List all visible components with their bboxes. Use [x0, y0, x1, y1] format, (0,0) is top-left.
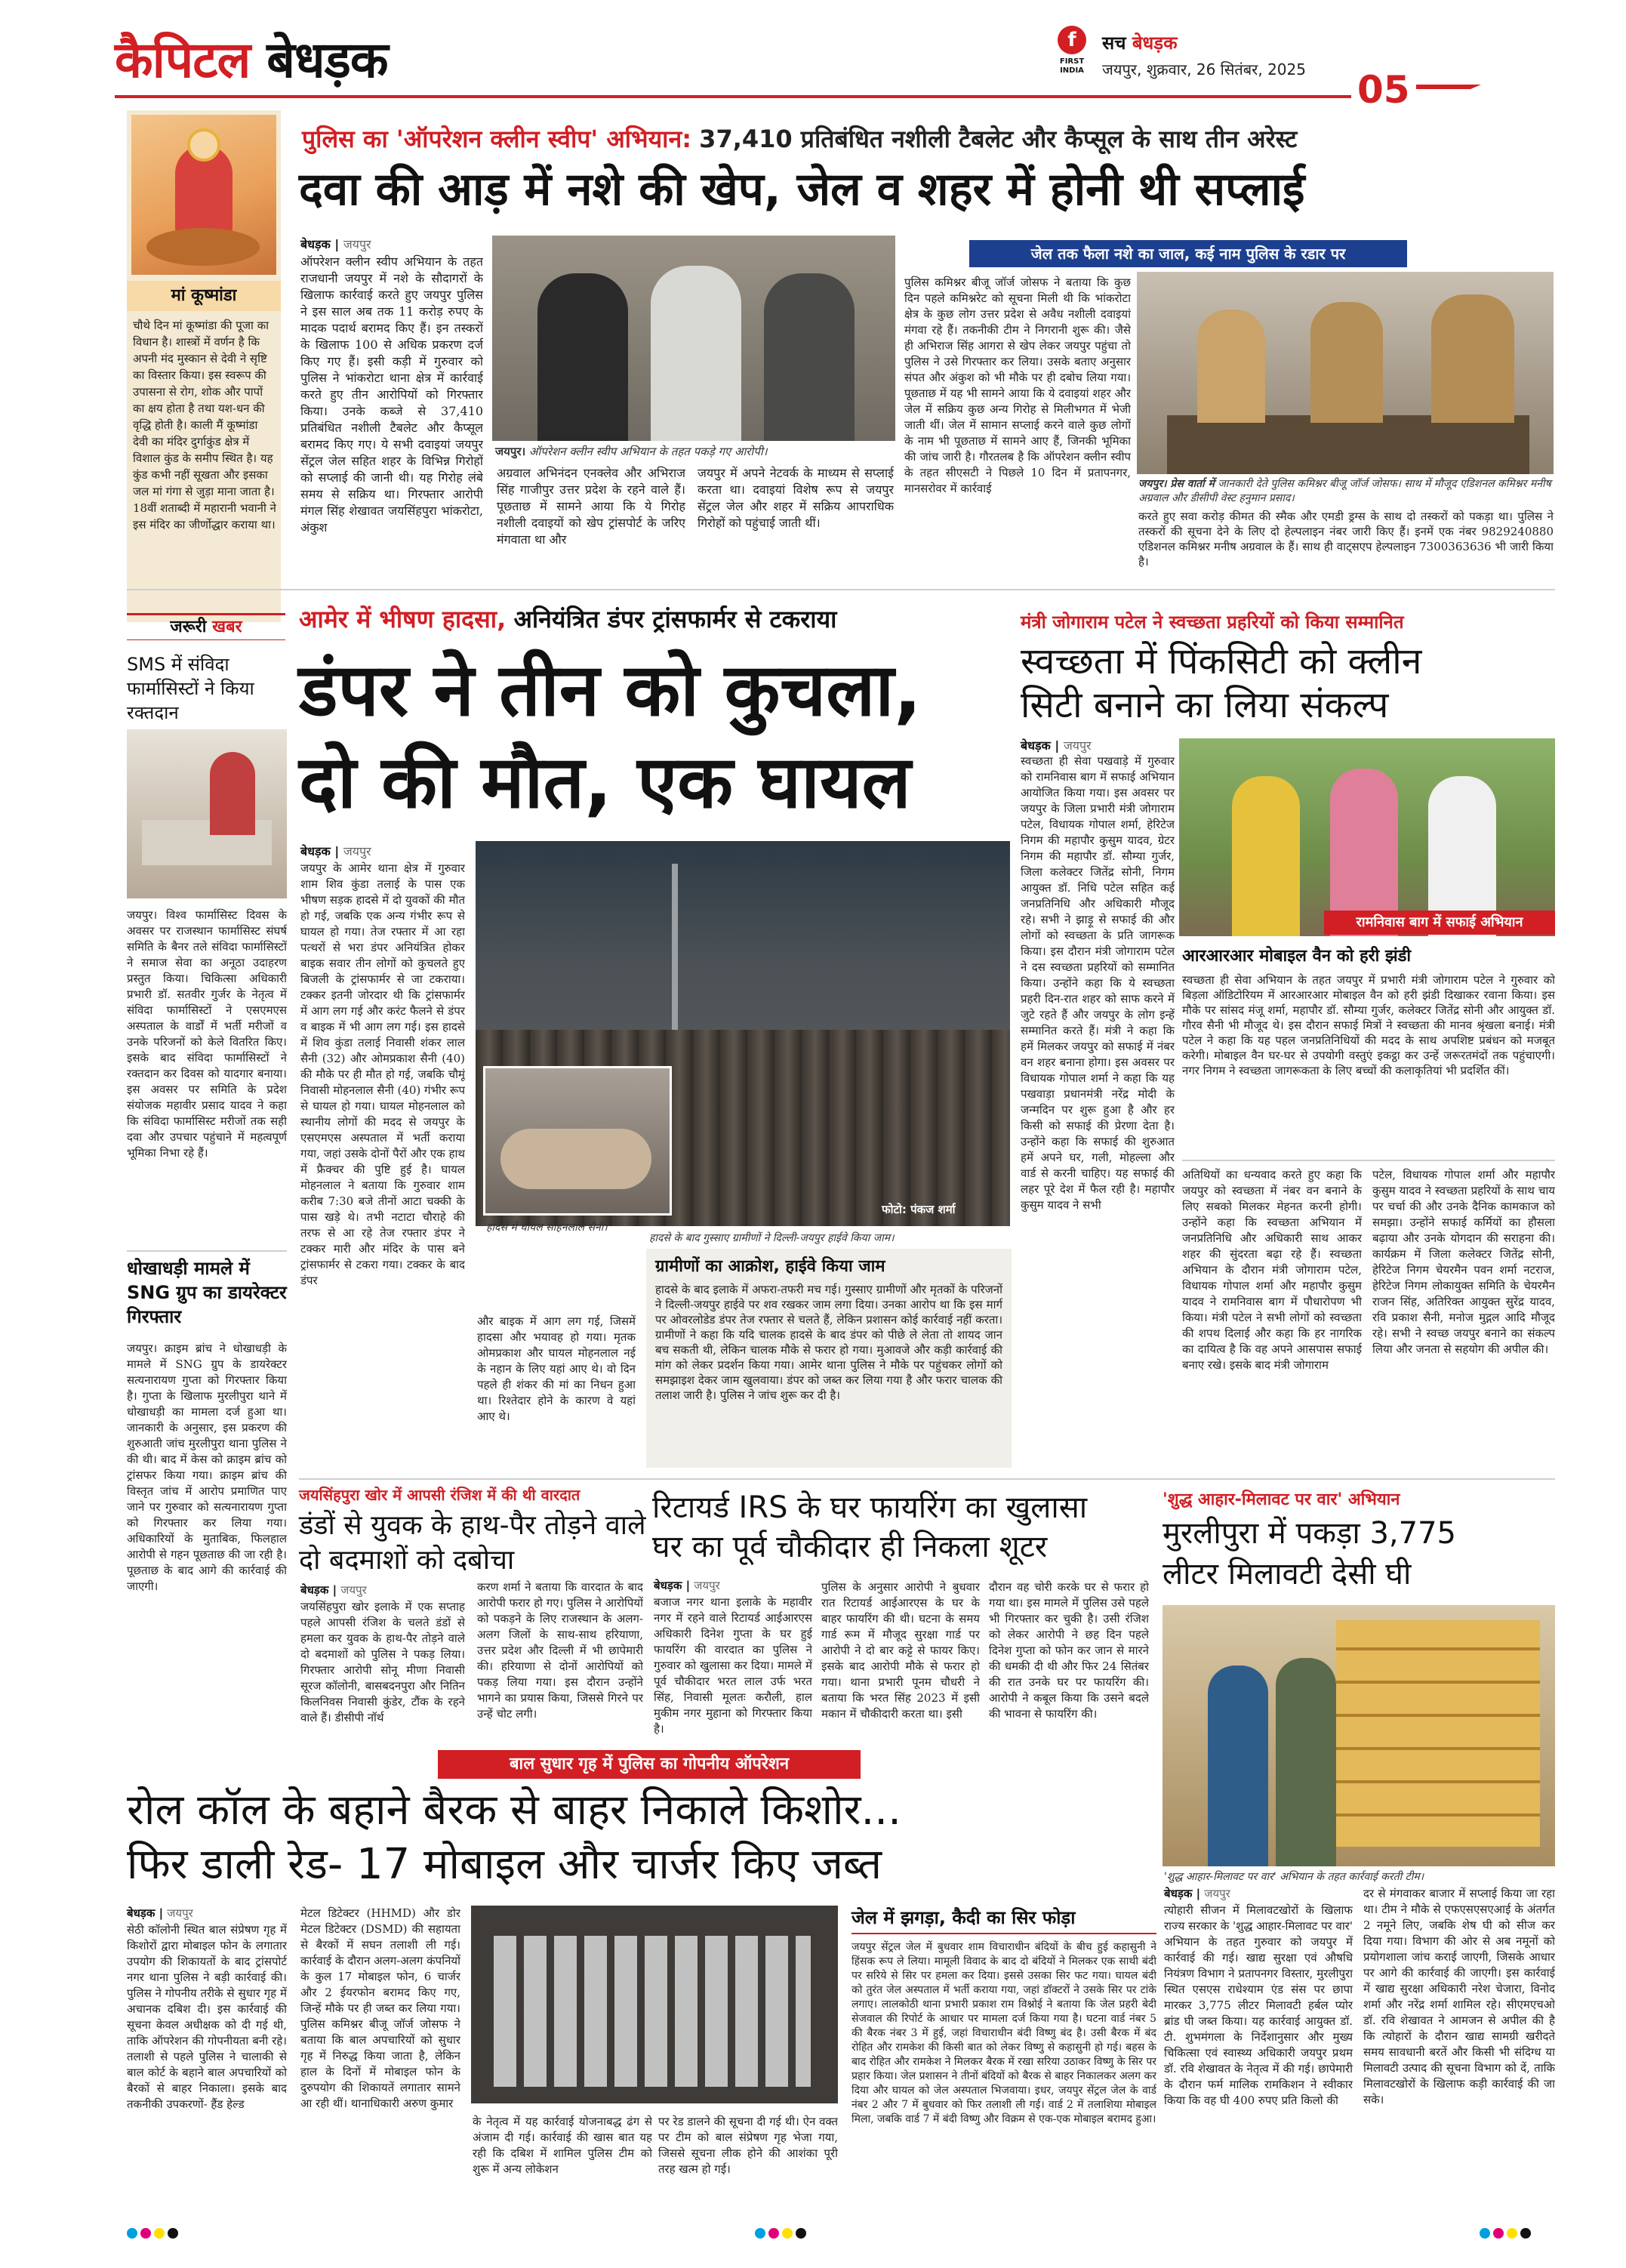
story1-photo-caption: [495, 444, 895, 459]
story2-col2: और बाइक में आग लग गई, जिसमें हादसा और भयावह हो गया। मृतक ओमप्रकाश और घायल मोहनलाल नई के नहान के लिए यहां आए थे। वो दिन पहले ही शंकर की मां का निधन हुआ था। रिश्तेदार होने के कारण वे यहां आए थे।: [477, 1314, 636, 1423]
donor-figure: [210, 752, 255, 835]
street-light-pole: [672, 864, 678, 1030]
story5-headline-l2: घर का पूर्व चौकीदार ही निकला शूटर: [652, 1530, 1048, 1564]
story2-photo-caption: हादसे के बाद गुस्साए ग्रामीणों ने दिल्ली-जयपुर हाईवे किया जाम।: [649, 1232, 895, 1244]
story4-kicker: जयसिंहपुरा खोर में आपसी रंजिश में की थी वारदात: [299, 1486, 580, 1504]
pen-nib-icon: [1416, 85, 1481, 94]
story7-col1: सेठी कॉलोनी स्थित बाल संप्रेषण गृह में किशोरों द्वारा मोबाइल फोन के लगातार उपयोग की शिकायतों के बाद ट्रांसपोर्ट नगर थाना पुलिस ने बड़ी कार्रवाई की। पुलिस ने गोपनीय तरीके से सुधार गृह में अचानक दबिश दी। इस कार्रवाई की सूचना केवल अधीक्षक को दी गई थी, ताकि ऑपरेशन की गोपनीयता बनी रहे। तलाशी से पहले पुलिस ने चालाकी से बाल कोर्ट के बहाने बाल अपचारियों को बैरकों से बाहर निकाला। इसके बाद तकनीकी उपकरणों- हैंड हेल्ड: [127, 1923, 287, 2111]
story5-byline-name: बेधड़क: [654, 1579, 682, 1592]
jaruri-title2: धोखाधड़ी मामले में SNG ग्रुप का डायरेक्टर गिरफ्तार: [127, 1258, 287, 1327]
story2-kicker-red: आमेर में भीषण हादसा,: [299, 605, 507, 633]
story3-col2: अतिथियों का धन्यवाद करते हुए कहा कि जयपुर को स्वच्छता में नंबर वन बनाने के लिए सबको मिलकर मेहनत करनी होगी। उन्होंने कहा कि स्वच्छता अभियान में जनप्रतिनिधि और अधिकारी साथ आकर शहर की सुंदरता बढ़ा रहे हैं। स्वच्छता अभियान के दौरान मंत्री जोगाराम पटेल, विधायक गोपाल शर्मा और महापौर कुसुम यादव ने रामनिवास बाग में पौधारोपण भी किया। मंत्री पटेल ने सभी लोगों को स्वच्छता की शपथ दिलाई और कहा कि हर नागरिक का दायित्व है कि वह अपने आसपास सफाई बनाए रखे। इसके बाद मंत्री जोगाराम: [1182, 1168, 1362, 1372]
story1-side-text: पुलिस कमिश्नर बीजू जॉर्ज जोसफ ने बताया कि कुछ दिन पहले कमिश्नरेट को सूचना मिली थी कि भांकरोटा क्षेत्र के कुछ लोग उत्तर प्रदेश से अवैध नशीली दवाइयां मंगवा रहे हैं। तकनीकी टीम ने निगरानी शुरू की। जैसे ही अभिराज सिंह आगरा से खेप लेकर जयपुर पहुंचा तो पुलिस ने उसे गिरफ्तार कर लिया। उसके बताए अनुसार संपत और अंकुश को भी मौके पर ही दबोच लिया गया। पूछताछ में यह भी सामने आया कि ये दवाइयां शहर और जेल में सक्रिय कुछ अन्य गिरोह से मिलीभगत में भेजी जाती थीं। जेल में सामान सप्लाई करने वाले कुछ लोगों के नाम भी पूछताछ में सामने आए हैं, जिनकी भूमिका की जांच जारी है। गौरतलब है कि ऑपरेशन क्लीन स्वीप के तहत सीएसटी ने पिछले 10 दिन में प्रतापनगर, मानसरोवर में कार्रवाई: [904, 276, 1131, 495]
story1-kicker-red: पुलिस का 'ऑपरेशन क्लीन स्वीप' अभियान:: [302, 125, 691, 153]
story1-headline: दवा की आड़ में नशे की खेप, जेल व शहर में होनी थी सप्लाई: [299, 163, 1305, 216]
registration-dots-left: [127, 2227, 202, 2242]
jaruri-text: जयपुर। विश्व फार्मासिस्ट दिवस के अवसर पर राजस्थान फार्मासिस्ट संघर्ष समिति के बैनर तले संविदा फार्मासिस्टों ने समाज सेवा का अनूठा उदाहरण प्रस्तुत किया। चिकित्सा अधिकारी प्रभारी डॉ. सतवीर गुर्जर के नेतृत्व में संविदा फार्मासिस्टों ने एसएमएस अस्पताल के वार्डों में भर्ती मरीजों व उनके परिजनों को केले वितरित किए। इसके बाद संविदा फार्मासिस्टों ने रक्तदान कर दिवस को यादगार बनाया। इस अवसर पर समिति के प्रदेश संयोजक महावीर प्रसाद यादव ने कहा कि संविदा फार्मासिस्ट मरीजों तक सही दवा और उपचार पहुंचाने में महत्वपूर्ण भूमिका निभा रहे हैं।: [127, 908, 287, 1160]
story6-headline-l2: लीटर मिलावटी देसी घी: [1163, 1557, 1412, 1592]
devi-text: चौथे दिन मां कूष्मांडा की पूजा का विधान है। शास्त्रों में वर्णन है कि अपनी मंद मुस्कान से देवी ने सृष्टि का विस्तार किया। इस स्वरूप की उपासना से रोग, शोक और पापों का क्षय होता है तथा यश-धन की वृद्धि होती है। काली मैं कूष्मांडा देवी का मंदिर दुर्गाकुंड क्षेत्र में विशाल कुंड के समीप स्थित है। यह कुंड कभी नहीं सूखता और इसका जल मां गंगा से जुड़ा माना जाता है। 18वीं शताब्दी में महारानी भवानी ने इस मंदिर का जीर्णोद्धार कराया था।: [133, 319, 276, 532]
story1-col2: अग्रवाल अभिनंदन एनक्लेव और अभिराज सिंह गाजीपुर उत्तर प्रदेश के रहने वाले हैं। पूछताछ में सामने आया कि ये गिरोह नशीली दवाइयों को खेप ट्रांसपोर्ट के जरिए मंगवाता था और: [497, 466, 685, 547]
story7-byline-name: बेधड़क: [127, 1906, 156, 1920]
section-title-red: कैपिटल: [115, 31, 251, 89]
accused-1-figure: [537, 273, 628, 441]
story2-photo-credit: फोटो: पंकज शर्मा: [882, 1203, 956, 1216]
story1-side-text2: करते हुए सवा करोड़ कीमत की स्मैक और एमडी ड्रग्स के साथ दो तस्करों को पकड़ा था। पुलिस ने तस्करों की सूचना देने के लिए दो हेल्पलाइन नंबर जारी किए हैं। इनमें एक नंबर 9829240880 एडिशनल कमिश्नर मनीष अग्रवाल के हैं। साथ ही वाट्सएप हेल्पलाइन 7300363636 भी जारी किया है।: [1138, 510, 1554, 569]
jaruri-text2: जयपुर। क्राइम ब्रांच ने धोखाधड़ी के मामले में SNG ग्रुप के डायरेक्टर सत्यनारायण गुप्ता को गिरफ्तार किया है। गुप्ता के खिलाफ मुरलीपुरा थाने में धोखाधड़ी का मामला दर्ज हुआ था। जानकारी के अनुसार, इस प्रकरण की शुरुआती जांच मुरलीपुरा थाना पुलिस ने की थी। बाद में केस को क्राइम ब्रांच को ट्रांसफर किया गया। क्राइम ब्रांच की विस्तृत जांच में आरोप प्रमाणित पाए जाने पर गुरुवार को सत्यनारायण गुप्ता को गिरफ्तार कर लिया गया। अधिकारियों के मुताबिक, फिलहाल आरोपी से गहन पूछताछ की जा रही है। पूछताछ के बाद आगे की कार्रवाई की जाएगी।: [127, 1342, 287, 1593]
page-number: 05: [1357, 68, 1410, 112]
goddess-face-icon: [187, 128, 220, 162]
story2-byline-name: बेधड़क: [300, 844, 331, 858]
story2-kicker: [299, 604, 1001, 634]
story7-byline-city: जयपुर: [167, 1906, 193, 1920]
jaruri-label-red: खबर: [212, 618, 242, 636]
story1-photo-caption-text: ऑपरेशन क्लीन स्वीप अभियान के तहत पकड़े गए आरोपी।: [528, 445, 768, 458]
story1-side-caption: [1138, 477, 1554, 506]
press-table: [1167, 415, 1529, 474]
story2-sub-text: हादसे के बाद इलाके में अफरा-तफरी मच गई। गुस्साए ग्रामीणों और मृतकों के परिजनों ने दिल्ली-जयपुर हाईवे पर शव रखकर जाम लगा दिया। उनका आरोप था कि इस मार्ग पर ओवरलोडेड डंपर तेज रफ्तार से चलते हैं, लेकिन प्रशासन कोई कार्रवाई नहीं करता। ग्रामीणों ने कहा कि यदि चालक हादसे के बाद डंपर को पीछे ले लेता तो शायद जान बच सकती थी, लेकिन चालक मौके से फरार हो गया। मुआवजे और कड़ी कार्रवाई की मांग को लेकर प्रदर्शन किया गया। आमेर थाना पुलिस ने मौके पर पहुंचकर लोगों को समझाइश देकर जाम खुलवाया। डंपर को जब्त कर लिया गया है और फरार चालक की तलाश जारी है। पुलिस ने जांच शुरू कर दी है।: [655, 1283, 1002, 1402]
registration-dots-center: [755, 2227, 830, 2242]
tagline-red: बेधड़क: [1132, 32, 1178, 54]
tagline-prefix: सच: [1102, 32, 1126, 54]
brand-logo-icon: f: [1058, 26, 1086, 54]
story2-headline-l1: डंपर ने तीन को कुचला,: [299, 648, 922, 732]
dateline: जयपुर, शुक्रवार, 26 सितंबर, 2025: [1102, 60, 1306, 79]
story7-side-box: [851, 1906, 1156, 2208]
jaruri-label: [127, 613, 285, 640]
story3-photo-caption: रामनिवास बाग में सफाई अभियान: [1356, 914, 1523, 930]
lion-icon: [146, 228, 260, 266]
brand-logo: [1052, 26, 1092, 89]
volunteer-1-figure: [1232, 776, 1300, 936]
story6-col2: दर से मंगवाकर बाजार में सप्लाई किया जा रहा था। टीम ने मौके से एफएसएसएआई के अंतर्गत 2 नमूने लिए, जबकि शेष घी को सीज कर दिया गया। विभाग की ओर से अब नमूनों को प्रयोगशाला जांच कराई जाएगी, जिसके आधार पर आगे की कार्रवाई की जाएगी। इस कार्रवाई में खाद्य सुरक्षा अधिकारी नरेश चेजारा, विनोद शर्मा और नरेंद्र शर्मा शामिल रहे। सीएमएचओ डॉ. रवि शेखावत ने आमजन से अपील की है कि त्योहारों के दौरान खाद्य सामग्री खरीदते समय सावधानी बरतें और किसी भी संदिग्ध या मिलावटी उत्पाद की सूचना विभाग को दें, ताकि मिलावटखोरों के खिलाफ कड़ी कार्रवाई की जा सके।: [1363, 1887, 1555, 2106]
story3-byline: बेधड़क | जयपुर: [1021, 738, 1092, 753]
story2-headline-l2: दो की मौत, एक घायल: [299, 740, 911, 824]
registration-dots-right: [1480, 2227, 1555, 2242]
story2-inset-caption: हादसे में घायल सोहनलाल सैनी।: [486, 1222, 608, 1234]
story7-headline-l2: फिर डाली रेड- 17 मोबाइल और चार्जर किए जब्त: [127, 1840, 882, 1889]
jaruri-title: SMS में संविदा फार्मासिस्टों ने किया रक्तदान: [127, 654, 254, 723]
story7-col2: मेटल डिटेक्टर (HHMD) और डोर मेटल डिटेक्टर (DSMD) की सहायता से बैरकों में सघन तलाशी ली गई। कार्रवाई के दौरान अलग-अलग कंपनियों के कुल 17 मोबाइल फोन, 6 चार्जर और 2 ईयरफोन बरामद किए गए, जिन्हें मौके पर ही जब्त कर लिया गया। पुलिस कमिश्नर बीजू जॉर्ज जोसफ ने बताया कि बाल अपचारियों को सुधार गृह में निरुद्ध किया जाता है, लेकिन हाल के दिनों में मोबाइल फोन के दुरुपयोग की शिकायतें लगातार सामने आ रही थीं। थानाधिकारी अरुण कुमार: [300, 1906, 460, 2110]
story1-photo: [492, 236, 895, 441]
story6-kicker: 'शुद्ध आहार-मिलावट पर वार' अभियान: [1163, 1490, 1400, 1509]
story3-byline-city: जयपुर: [1063, 738, 1092, 753]
story2-kicker-black: अनियंत्रित डंपर ट्रांसफार्मर से टकराया: [513, 605, 837, 633]
story3-col3: पटेल, विधायक गोपाल शर्मा और महापौर कुसुम यादव ने स्वच्छता प्रहरियों के साथ चाय पर चर्चा की और उनके दैनिक कामकाज को समझा। उन्होंने सफाई कर्मियों का हौसला बढ़ाया और उनके योगदान की सराहना की। कार्यक्रम में जिला कलेक्टर जितेंद्र सोनी, हेरिटेज निगम चेयरमैन पवन शर्मा नटराज, हेरिटेज निगम लोकायुक्त समिति के चेयरमैन राजन सिंह, अतिरिक्त आयुक्त सुरेंद्र यादव, रवि प्रकाश सैनी, मनोज मुद्गल आदि मौजूद रहे। सभी ने स्वच्छ जयपुर बनाने का संकल्प लिया और जनता से सहयोग की अपील की।: [1372, 1168, 1555, 1356]
devi-sidebar: [127, 110, 281, 622]
story3-kicker: मंत्री जोगाराम पटेल ने स्वच्छता प्रहरियों को किया सम्मानित: [1021, 612, 1404, 633]
story4-col2: करण शर्मा ने बताया कि वारदात के बाद आरोपी फरार हो गए। पुलिस ने आरोपियों को पकड़ने के लिए राजस्थान के अलग-अलग जिलों के साथ-साथ हरियाणा, उत्तर प्रदेश और दिल्ली में भी छापेमारी की। हरियाणा से दोनों आरोपियों को पकड़ लिया गया। इस दौरान उन्होंने भागने का प्रयास किया, जिससे गिरने पर उन्हें चोट लगी।: [477, 1580, 643, 1721]
story2-sub-box: [646, 1249, 1012, 1468]
story3-sub-text: स्वच्छता ही सेवा अभियान के तहत जयपुर में प्रभारी मंत्री जोगाराम पटेल ने गुरुवार को बिड़ला ऑडिटोरियम में आरआरआर मोबाइल वैन को हरी झंडी दिखाकर रवाना किया। इस मौके पर सांसद मंजू शर्मा, महापौर डॉ. सौम्या गुर्जर, कलेक्टर जितेंद्र सोनी और आयुक्त डॉ. गौरव सैनी भी मौजूद थे। इस दौरान सफाई मित्रों ने स्वच्छता की मानव श्रृंखला बनाई। मंत्री पटेल ने कहा कि यह पहल जनप्रतिनिधियों की मदद के साथ अपशिष्ट प्रबंधन को मजबूत करेगी। मोबाइल वैन घर-घर से उपयोगी वस्तुएं इकट्ठा कर उन्हें जरूरतमंदों तक पहुंचाएगी। नगर निगम ने स्वच्छता जागरूकता के लिए बच्चों की कलाकृतियां भी प्रदर्शित कीं।: [1182, 973, 1555, 1077]
story1-byline: बेधड़क | जयपुर: [300, 237, 371, 251]
story4-col1: जयसिंहपुरा खोर इलाके में एक सप्ताह पहले आपसी रंजिश के चलते डंडों से हमला कर युवक के हाथ-पैर तोड़ने वाले दो बदमाशों को पुलिस ने पकड़ लिया। गिरफ्तार आरोपी सोनू मीणा निवासी सूरज कॉलोनी, बासबदनपुरा और नितिन किलनिवस निवासी कुंडेर, टौंक के रहने वाले हैं। डीसीपी नॉर्थ: [300, 1600, 465, 1724]
story7-headline-l1: रोल कॉल के बहाने बैरक से बाहर निकाले किशोर...: [127, 1786, 901, 1835]
story5-col3: दौरान वह चोरी करके घर से फरार हो गया था। इस मामले में पुलिस उसे पहले भी गिरफ्तार कर चुकी है। उसी रंजिश को लेकर आरोपी ने छह दिन पहले दिनेश गुप्ता को फोन कर जान से मारने की धमकी दी थी और फिर 24 सितंबर की रात उनके घर पर फायरिंग की। आरोपी ने कबूल किया कि उसने बदले की भावना से फायरिंग की।: [989, 1580, 1149, 1721]
accused-2-figure: [651, 266, 741, 441]
story6-byline-name: बेधड़क: [1164, 1887, 1193, 1900]
story7-side-title: जेल में झगड़ा, कैदी का सिर फोड़ा: [851, 1906, 1156, 1934]
story7-col3: के नेतृत्व में यह कार्रवाई योजनाबद्ध ढंग से अंजाम दी गई। कार्रवाई की खास बात यह रही कि दबिश में शामिल पुलिस टीम को शुरू में अन्य लोकेशन: [473, 2115, 652, 2176]
section-title-black: बेधड़क: [266, 31, 388, 89]
story4-byline-name: बेधड़क: [300, 1583, 329, 1597]
officer-3-figure: [1431, 294, 1514, 423]
story3-photo: [1179, 738, 1555, 936]
story5-byline-city: जयपुर: [694, 1579, 720, 1592]
officer-1-figure: [1197, 310, 1265, 423]
story2-col1: जयपुर के आमेर थाना क्षेत्र में गुरुवार शाम शिव कुंडा तलाई के पास एक भीषण सड़क हादसे में दो युवकों की मौत हो गई, जबकि एक अन्य गंभीर रूप से घायल हो गया। तेज रफ्तार में आ रहा पत्थरों से भरा डंपर अनियंत्रित होकर बाइक सवार तीन लोगों को कुचलते हुए बिजली के ट्रांसफार्मर से जा टकराया। टक्कर इतनी जोरदार थी कि ट्रांसफार्मर में आग लग गई और करंट फैलने से डंपर व बाइक में भी आग लग गई। इस हादसे में शिव कुंडा तलाई निवासी शंकर लाल सैनी (32) और ओमप्रकाश सैनी (40) की मौके पर ही मौत हो गई, जबकि चौमूं निवासी मोहनलाल सैनी (40) गंभीर रूप से घायल हो गया। घायल मोहनलाल को स्थानीय लोगों की मदद से जयपुर के एसएमएस अस्पताल में भर्ती कराया गया, जहां उसके दोनों पैरों और एक हाथ में फ्रैक्चर की पुष्टि हुई है। घायल मोहनलाल ने बताया कि गुरुवार शाम करीब 7:30 बजे तीनों आटा चक्की के पास खड़े थे। तभी नटाटा चौराहे की तरफ से आ रहे तेज रफ्तार डंपर ने टक्कर मारी और मंदिर के पास बने ट्रांसफार्मर से टकरा गया। टक्कर के बाद डंपर: [300, 861, 465, 1287]
story6-photo-caption: 'शुद्ध आहार-मिलावट पर वार' अभियान के तहत कार्रवाई करती टीम।: [1164, 1871, 1424, 1883]
divider-mid: [299, 1478, 1555, 1480]
story1-col1: ऑपरेशन क्लीन स्वीप अभियान के तहत राजधानी जयपुर में नशे के सौदागरों के खिलाफ कार्रवाई करते हुए जयपुर पुलिस ने इस साल अब तक 11 करोड़ रुपए के मादक पदार्थ बरामद किए हैं। इन तस्करों के खिलाफ 100 से अधिक प्रकरण दर्ज किए गए हैं। इसी कड़ी में गुरुवार को पुलिस ने भांकरोटा थाना क्षेत्र में कार्रवाई करते हुए तीन आरोपियों को गिरफ्तार किया। उनके कब्जे से 37,410 प्रतिबंधित नशीली टैबलेट और कैप्सूल बरामद किए गए। ये सभी दवाइयां जयपुर सेंट्रल जेल सहित शहर के विभिन्न गिरोहों को सप्लाई की जानी थी। यह गिरोह लंबे समय से सक्रिय था। गिरफ्तार आरोपी मंगल सिंह शेखावत जयसिंहपुरा भांकरोटा, अंकुश: [300, 254, 483, 535]
officer-2-figure: [1310, 302, 1383, 423]
story7-byline: बेधड़क | जयपुर: [127, 1906, 193, 1920]
inspector-2-figure: [1276, 1658, 1336, 1866]
inspector-1-figure: [1208, 1666, 1268, 1866]
story6-byline: बेधड़क | जयपुर: [1164, 1887, 1230, 1900]
story6-col1: त्योहारी सीजन में मिलावटखोरों के खिलाफ राज्य सरकार के 'शुद्ध आहार-मिलावट पर वार' अभियान के तहत गुरुवार को जयपुर में कार्रवाई की गई। खाद्य सुरक्षा एवं औषधि नियंत्रण विभाग ने प्रतापनगर विस्तार, मुरलीपुरा स्थित एसएस राधेश्याम एंड संस पर छापा मारकर 3,775 लीटर मिलावटी हर्बल प्योर ब्रांड घी जब्त किया। यह कार्रवाई आयुक्त डॉ. टी. शुभमंगला के निर्देशानुसार और मुख्य चिकित्सा एवं स्वास्थ्य अधिकारी जयपुर प्रथम डॉ. रवि शेखावत के नेतृत्व में की गई। छापेमारी के दौरान फर्म मालिक रामकिशन ने स्वीकार किया कि वह घी 400 रुपए प्रति किलो की: [1164, 1903, 1353, 2107]
accused-3-figure: [764, 273, 855, 441]
brand-logo-text: FIRST INDIA: [1059, 57, 1085, 75]
jaruri-photo: [127, 729, 287, 898]
jaruri-label-black: जरूरी: [170, 618, 207, 636]
masthead: [0, 0, 1626, 112]
story1-side-caption-text: जानकारी देते पुलिस कमिश्नर बीजू जॉर्ज जोसफ। साथ में मौजूद एडिशनल कमिश्नर मनीष अग्रवाल और डीसीपी वेस्ट हनुमान प्रसाद।: [1138, 478, 1551, 504]
divider-jaruri: [127, 1250, 287, 1252]
tagline: [1102, 30, 1178, 55]
story1-photo-caption-bold: जयपुर।: [495, 445, 526, 458]
story7-col4: पर रेड डालने की सूचना दी गई थी। ऐन वक्त पर टीम को बाल संप्रेषण गृह भेजा गया, जिससे सूचना लीक होने की आशंका पूरी तरह खत्म हो गई।: [658, 2115, 838, 2176]
story1-kicker-black: 37,410 प्रतिबंधित नशीली टैबलेट और कैप्सूल के साथ तीन अरेस्ट: [699, 125, 1298, 153]
story4-byline: बेधड़क | जयपुर: [300, 1583, 367, 1597]
story5-col1: बजाज नगर थाना इलाके के महावीर नगर में रहने वाले रिटायर्ड आईआरएस अधिकारी दिनेश गुप्ता के घर हुई फायरिंग की वारदात का पुलिस ने गुरुवार को खुलासा कर दिया। मामले में पूर्व चौकीदार भरत लाल उर्फ भरत सिंह, निवासी मूलतः करौली, हाल मुकीम नगर मुहाना को गिरफ्तार किया है।: [654, 1595, 812, 1736]
devi-title: मां कूष्मांडा: [171, 286, 237, 305]
story1-col3: जयपुर में अपने नेटवर्क के माध्यम से सप्लाई करता था। दवाइयां विशेष रूप से जयपुर सेंट्रल जेल और शहर में सक्रिय आपराधिक गिरोहों को पहुंचाई जाती थीं।: [698, 466, 894, 530]
story3-headline-l1: स्वच्छता में पिंकसिटी को क्लीन: [1021, 640, 1422, 683]
story1-byline-name: बेधड़क: [300, 237, 331, 251]
story3-headline-l2: सिटी बनाने का लिया संकल्प: [1021, 684, 1389, 726]
story1-kicker: [302, 124, 1555, 154]
story3-photo-label: [1324, 911, 1555, 935]
story1-press-photo: [1137, 272, 1554, 474]
story6-headline-l1: मुरलीपुरा में पकड़ा 3,775: [1163, 1516, 1456, 1551]
story5-byline: बेधड़क | जयपुर: [654, 1579, 720, 1592]
story7-side-text: जयपुर सेंट्रल जेल में बुधवार शाम विचाराधीन बंदियों के बीच हुई कहासुनी ने हिंसक रूप ले लिया। मामूली विवाद के बाद दो बंदियों ने मिलकर एक साथी बंदी पर सरिये से सिर पर हमला कर दिया। इससे उसका सिर फट गया। घायल बंदी को तुरंत जेल अस्पताल में भर्ती कराया गया, जहां डॉक्टरों ने उसके सिर पर टांके लगाए। लालकोठी थाना प्रभारी प्रकाश राम विश्नोई ने बताया कि जेल प्रहरी बेदी सेजवाल की रिपोर्ट के आधार पर मामला दर्ज किया गया है। घटना वार्ड नंबर 5 की बैरक नंबर 3 में हुई, जहां विचाराधीन बंदी विष्णु बंद है। उसी बैरक में बंद रोहित और रामकेश की किसी बात को लेकर विष्णु से कहासुनी हो गई। बहस के बाद रोहित और रामकेश ने मिलकर बैरक में रखा सरिया उठाकर विष्णु के सिर पर प्रहार किया। जेल प्रशासन ने तीनों बंदियों को बैरक से बाहर निकालकर अलग कर दिया और घायल को जेल अस्पताल भिजवाया। इधर, जयपुर सेंट्रल जेल के वार्ड नंबर 2 और 7 में बुधवार को फिर तलाशी ली गई। वार्ड 2 में तलाशिया मोबाइल मिला, जबकि वार्ड 7 में बंदी विष्णु और विक्रम से एक-एक मोबाइल बरामद हुआ।: [851, 1941, 1156, 2125]
story3-col1: स्वच्छता ही सेवा पखवाड़े में गुरुवार को रामनिवास बाग में सफाई अभियान आयोजित किया गया। इस अवसर पर जयपुर के जिला प्रभारी मंत्री जोगाराम पटेल, विधायक गोपाल शर्मा, हेरिटेज निगम की महापौर कुसुम यादव, ग्रेटर निगम की महापौर डॉ. सौम्या गुर्जर, जिला कलेक्टर जितेंद्र सोनी, निगम आयुक्त डॉ. निधि पटेल सहित कई जनप्रतिनिधि और अधिकारी मौजूद रहे। सभी ने झाड़ू से सफाई की और लोगों को स्वच्छता के प्रति जागरूक किया। इस दौरान मंत्री जोगाराम पटेल ने दस स्वच्छता प्रहरियों को सम्मानित किया। उन्होंने कहा कि ये स्वच्छता प्रहरी दिन-रात शहर को साफ करने में जुटे रहते हैं और जयपुर के लोग इन्हें सम्मानित करते हैं। मंत्री ने कहा कि हमें मिलकर जयपुर को सफाई में नंबर वन शहर बनाना होगा। इस अवसर पर विधायक गोपाल शर्मा ने कहा कि यह पखवाड़ा प्रधानमंत्री नरेंद्र मोदी के जन्मदिन पर शुरू हुआ है और हर किसी को सफाई की प्रेरणा देता है। उन्होंने कहा कि सफाई की शुरुआत हमें अपने घर, गली, मोहल्ला और वार्ड से करनी चाहिए। यह सफाई की लहर पूरे देश में फैल रही है। महापौर कुसुम यादव ने सभी: [1021, 754, 1175, 1212]
story5-headline-l1: रिटायर्ड IRS के घर फायरिंग का खुलासा: [652, 1490, 1088, 1525]
devi-title-bar: [127, 281, 281, 311]
story1-side-banner-text: जेल तक फैला नशे का जाल, कई नाम पुलिस के रडार पर: [1030, 245, 1346, 263]
story2-byline-city: जयपुर: [343, 844, 371, 858]
story5-col2: पुलिस के अनुसार आरोपी ने बुधवार रात रिटायर्ड आईआरएस के घर के बाहर फायरिंग की थी। घटना के समय गार्ड रूम में मौजूद सुरक्षा गार्ड पर आरोपी ने दो बार कट्टे से फायर किए। इसके बाद आरोपी मौके से फरार हो गया। थाना प्रभारी पूनम चौधरी ने बताया कि भरत सिंह 2023 में इसी मकान में चौकीदारी करता था। इसी: [821, 1580, 980, 1721]
story7-photo: [471, 1906, 838, 2103]
injured-man-figure: [500, 1129, 651, 1189]
story6-byline-city: जयपुर: [1204, 1887, 1230, 1900]
story7-banner-text: बाल सुधार गृह में पुलिस का गोपनीय ऑपरेशन: [509, 1755, 790, 1773]
story2-inset-photo: [483, 1066, 672, 1216]
story4-headline: डंडों से युवक के हाथ-पैर तोड़ने वाले दो बदमाशों को दबोचा: [299, 1510, 646, 1576]
story2-byline: बेधड़क | जयपुर: [300, 844, 371, 858]
devi-image: [131, 115, 276, 275]
story6-photo: [1163, 1605, 1555, 1866]
story1-byline-city: जयपुर: [343, 237, 371, 251]
divider-top: [127, 589, 1555, 590]
story1-side-caption-bold: जयपुर। प्रेस वार्ता में: [1138, 478, 1215, 490]
divider-story3: [1182, 1160, 1555, 1161]
story3-sub-title: आरआरआर मोबाइल वैन को हरी झंडी: [1182, 947, 1412, 966]
section-title: [115, 30, 388, 91]
masthead-rule: [115, 95, 1351, 98]
story3-byline-name: बेधड़क: [1021, 738, 1051, 753]
story7-banner: [438, 1750, 861, 1779]
story1-side-banner: [969, 240, 1407, 267]
ghee-tins-stack: [1336, 1620, 1540, 1847]
story4-byline-city: जयपुर: [340, 1583, 367, 1597]
story2-sub-title: ग्रामीणों का आक्रोश, हाईवे किया जाम: [655, 1257, 885, 1276]
seized-phones-grid: [494, 1936, 811, 2087]
